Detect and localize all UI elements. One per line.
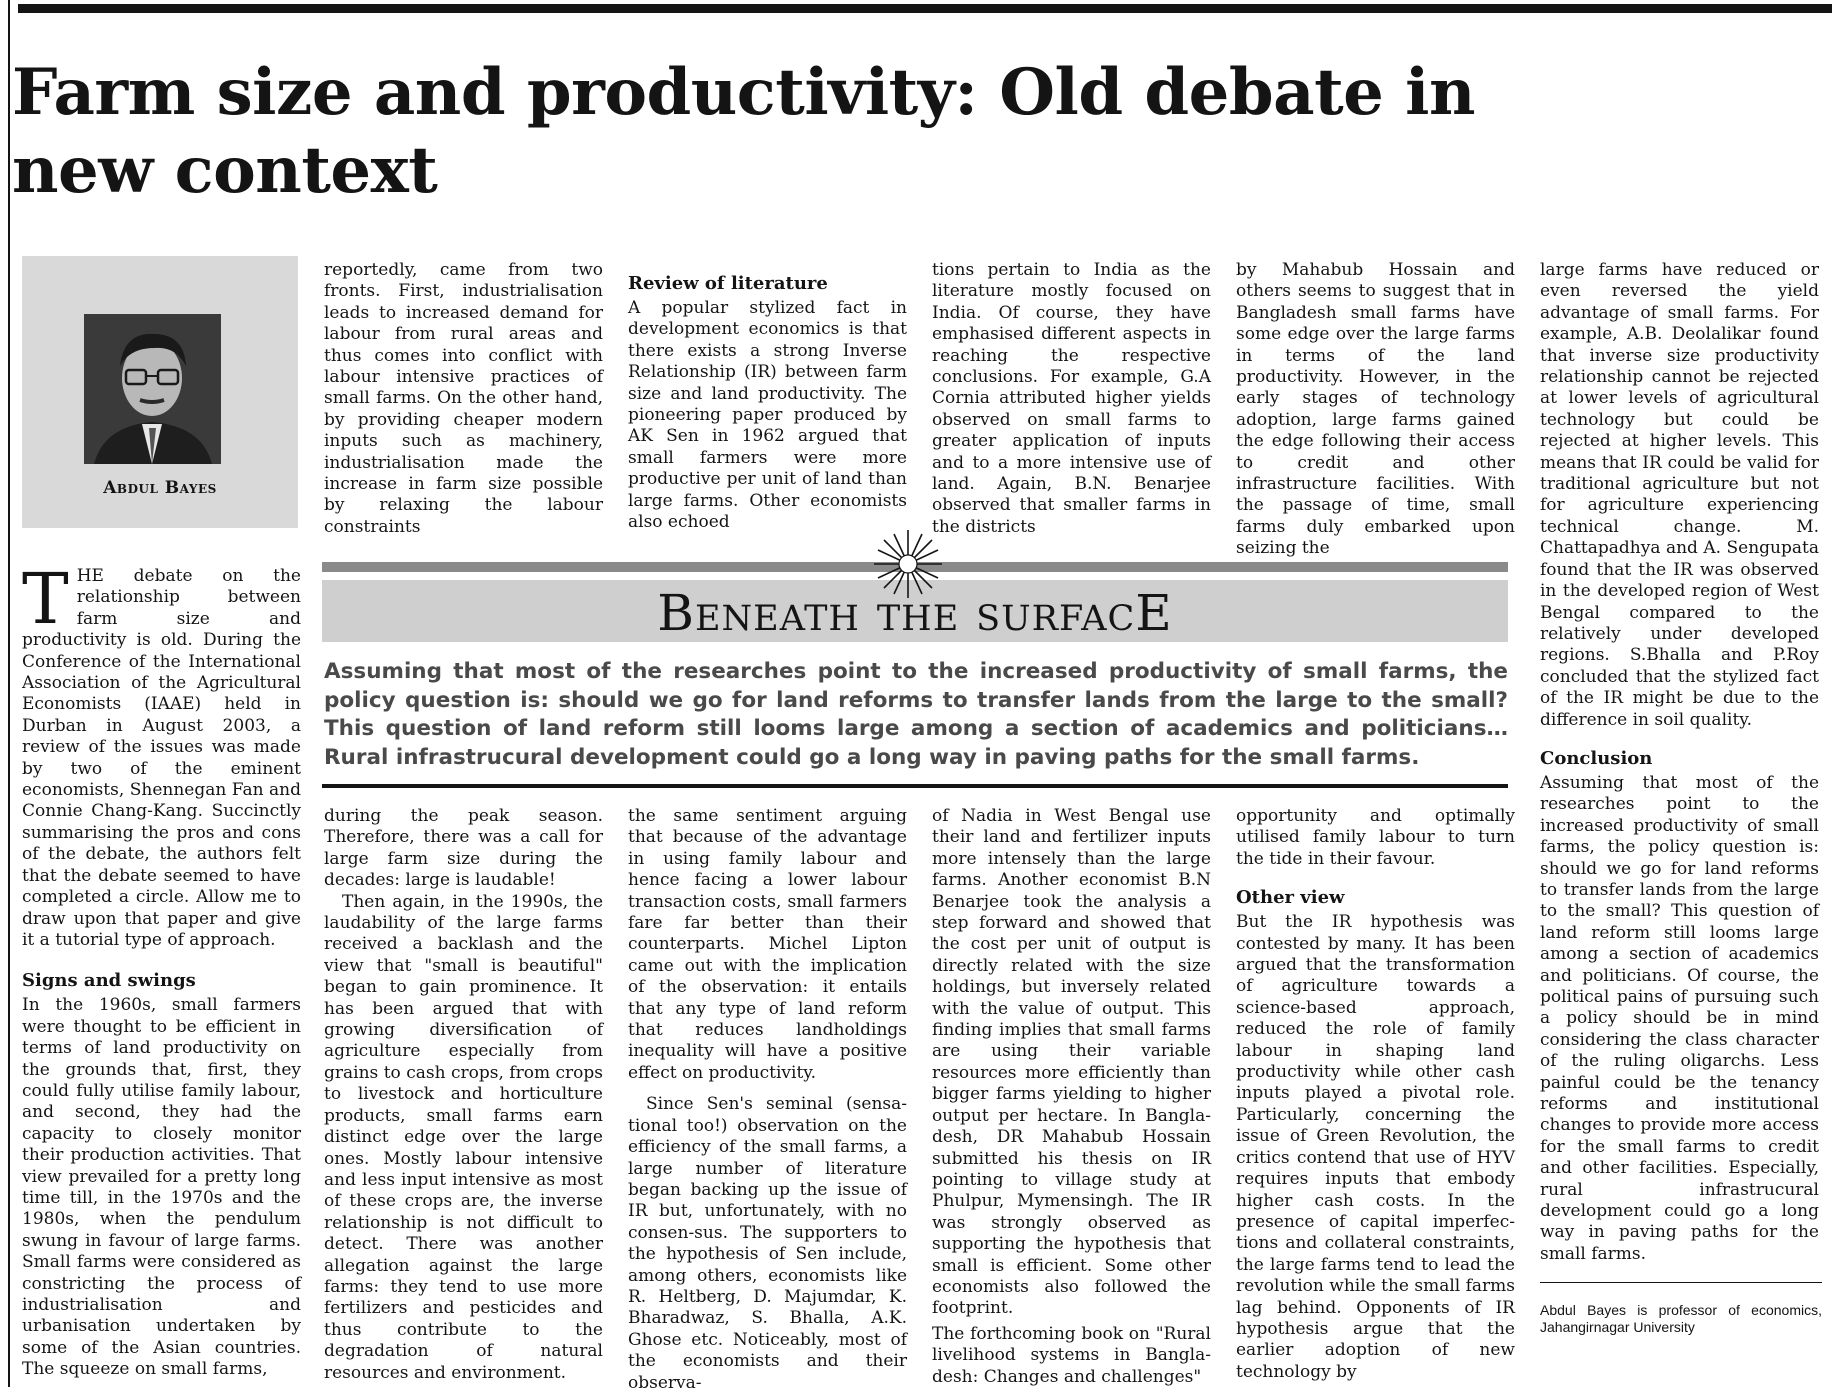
column-2-bottom bbox=[324, 806, 603, 1384]
column-5-bottom bbox=[1236, 806, 1515, 1383]
column-3-top bbox=[628, 272, 907, 533]
column-1 bbox=[22, 558, 301, 1381]
column-4-top bbox=[932, 260, 1211, 538]
footnote-rule bbox=[1540, 1282, 1822, 1283]
subhead-review-of-literature: Review of literature bbox=[628, 273, 828, 294]
subhead-signs-and-swings: Signs and swings bbox=[22, 970, 196, 992]
body-paragraph: A popular stylized fact in development economics is that there exists a strong Inverse Relationship (IR) between farm size and land productivity. The pioneering paper produced by AK Sen in 1962 argued that small farmers were more productive per unit of land than large farms. Other economists also echoed bbox=[628, 298, 907, 533]
column-5-top bbox=[1236, 260, 1515, 560]
body-paragraph: Then again, in the 1990s, the laudability of the large farms received a backlash and the view that "small is beautiful" began to gain prominence. It has been argued that with growing diversification of agriculture especially from grains to cash crops, from crops to livestock and horticulture products, small farms earn distinct edge over the large ones. Mostly labour intensive and less input intensive as most of these crops are, the inverse relationship is not difficult to detect. There was another allegation against the large farms: they tend to use more fertilizers and pesticides and thus contribute to the degradation of natural resources and environment. bbox=[324, 891, 603, 1383]
body-paragraph: reportedly, came from two fronts. First, industrialisation leads to increased demand for labour from rural areas and thus comes into conflict with labour intensive practices of small farms. On the other hand, by providing cheaper modern inputs such as machinery, industrialisation made the increase in farm size possible by relaxing the labour constraints bbox=[324, 260, 603, 537]
headline: Farm size and productivity: Old debate in new context bbox=[12, 55, 1475, 208]
author-footnote: Abdul Bayes is professor of economics, Jahangirnagar University bbox=[1540, 1302, 1822, 1335]
top-rule bbox=[18, 4, 1832, 13]
column-3-bottom bbox=[628, 806, 907, 1394]
body-paragraph: tions pertain to India as the literature mostly focused on India. Of course, they have emphasised different aspects in reaching the respective conclusions. For example, G.A Cornia attributed higher yields observed on small farms to greater application of inputs and to a more intensive use of land. Again, B.N. Benarjee observed that smaller farms in the districts bbox=[932, 260, 1211, 537]
column-4-bottom bbox=[932, 806, 1211, 1388]
starburst-icon bbox=[872, 528, 944, 600]
author-photo-panel bbox=[22, 256, 298, 528]
intro-paragraph: HE debate on the relationship between farm size and productivity is old. During the Conference of the International Association of the Agricultural Economists (IAAE) held in Durban in August 2003, a review of the issues was made by two of the eminent economists, Shennegan Fan and Connie Chang-Kang. Succinctly summarising the pros and cons of the debate, the authors felt that the debate seemed to have completed a circle. Allow me to draw upon that paper and give it a tutorial type of approach. bbox=[22, 566, 301, 950]
subhead-conclusion: Conclusion bbox=[1540, 747, 1653, 769]
body-paragraph: opportunity and optimally utilised family labour to turn the tide in their favour. bbox=[1236, 806, 1515, 869]
pull-quote: Assuming that most of the researches point to the increased productivity of small farms, the policy question is: should we go for land reforms to transfer lands from the large to the small? This question of land reform still looms large among a section of academics and politicians…Rural infrastrucural development could go a long way in paving paths for the small farms. bbox=[324, 659, 1508, 770]
left-rule bbox=[8, 0, 10, 1387]
body-paragraph: by Mahabub Hossain and others seems to suggest that in Bangladesh small farms have some edge over the large farms in terms of the land productivity. However, in the early stages of technology adoption, large farms gained the edge following their access to credit and other infrastructure facilities. With the passage of time, small farms duly embarked upon seizing the bbox=[1236, 260, 1515, 559]
body-paragraph: But the IR hypothesis was contested by many. It has been argued that the transformation of agriculture towards a science-based approach, reduced the role of family labour in shaping land productivity while other cash inputs played a pivotal role. Particularly, concerning the issue of Green Revolution, the critics contend that use of HYV requires inputs that embody higher cash costs. In the presence of capital imperfec-tions and collateral constraints, the large farms tend to lead the revolution while the small farms lag behind. Opponents of IR hypothesis argue that the earlier adoption of new technology by bbox=[1236, 912, 1516, 1382]
drop-cap: T bbox=[22, 558, 69, 640]
author-byline: Abdul Bayes bbox=[103, 478, 217, 498]
body-paragraph: Assuming that most of the researches point to the increased productivity of small farms, the policy question is: should we go for land reforms to transfer lands from the large to the small? This question of land reform still looms large among a section of academics and politicians. Of course, the political pains of pursuing such a policy should be in mind considering the class character of the ruling oligarchs. Less painful could be the tenancy reforms and institutional changes to provide more access for the small farms to credit and other facilities. Especially, rural infrastrucural development could go a long way in paving paths for the small farms. bbox=[1540, 772, 1819, 1264]
body-paragraph: In the 1960s, small farmers were thought to be efficient in terms of land productivity on the grounds that, first, they could fully utilise family labour, and second, they had the capacity to closely monitor their production activities. That view prevailed for a pretty long time till, in the 1970s and the 1980s, when the pendulum swung in favour of large farms. Small farms were considered as constricting the process of industrialisation and urbanisation undertaken by some of the Asian countries. The squeeze on small farms, bbox=[22, 995, 301, 1380]
author-portrait bbox=[84, 314, 221, 464]
column-2-top bbox=[324, 260, 603, 538]
column-6 bbox=[1540, 260, 1819, 1265]
banner-title: Beneath the surfacE bbox=[657, 584, 1173, 642]
body-paragraph: during the peak season. Therefore, there was a call for large farm size during the decades: large is laudable! bbox=[324, 806, 603, 891]
subhead-other-view: Other view bbox=[1236, 887, 1345, 909]
body-paragraph: the same sentiment arguing that because of the advantage in using family labour and hence facing a lower labour transaction costs, small farmers fare far better than their counterparts. Michel Lipton came out with the implication of the observation: it entails that any type of land reform that reduces landholdings inequality will have a positive effect on productivity. bbox=[628, 806, 907, 1083]
body-paragraph: The forthcoming book on "Rural livelihood systems in Bangla-desh: Changes and challenges" bbox=[932, 1323, 1211, 1387]
body-paragraph: of Nadia in West Bengal use their land and fertilizer inputs more intensely than the large farms. Another economist B.N Benarjee took the analysis a step forward and showed that the cost per unit of output is directly related with the size holdings, but inversely related with the value of output. This finding implies that small farms are using their variable resources more efficiently than bigger farms yielding to higher output per hectare. In Bangla-desh, DR Mahabub Hossain submitted his thesis on IR pointing to village study at Phulpur, Mymensingh. The IR was strongly observed as supporting the hypothesis that small is efficient. Some other economists also followed the footprint. bbox=[932, 806, 1211, 1319]
banner-bottom-rule bbox=[322, 784, 1508, 788]
body-paragraph: Since Sen's seminal (sensa-tional too!) observation on the efficiency of the small farms, a large number of literature began backing up the issue of IR but, unfortunately, with no consen-sus. The supporters to the hypothesis of Sen include, among others, economists like R. Heltberg, D. Majumdar, K. Bharadwaz, S. Bhalla, A.K. Ghose etc. Noticeably, most of the economists and their observa- bbox=[628, 1094, 907, 1393]
body-paragraph: large farms have reduced or even reversed the yield advantage of small farms. For example, A.B. Deolalikar found that inverse size productivity relationship cannot be rejected at lower levels of agricultural technology but could be rejected at higher levels. This means that IR could be valid for traditional agriculture but not for agriculture experiencing technical change. M. Chattapadhya and A. Sengupata found that the IR was observed in the developed region of West Bengal compared to the relatively under developed regions. S.Bhalla and P.Roy concluded that the stylized fact of the IR might be due to the difference in soil quality. bbox=[1540, 260, 1819, 730]
